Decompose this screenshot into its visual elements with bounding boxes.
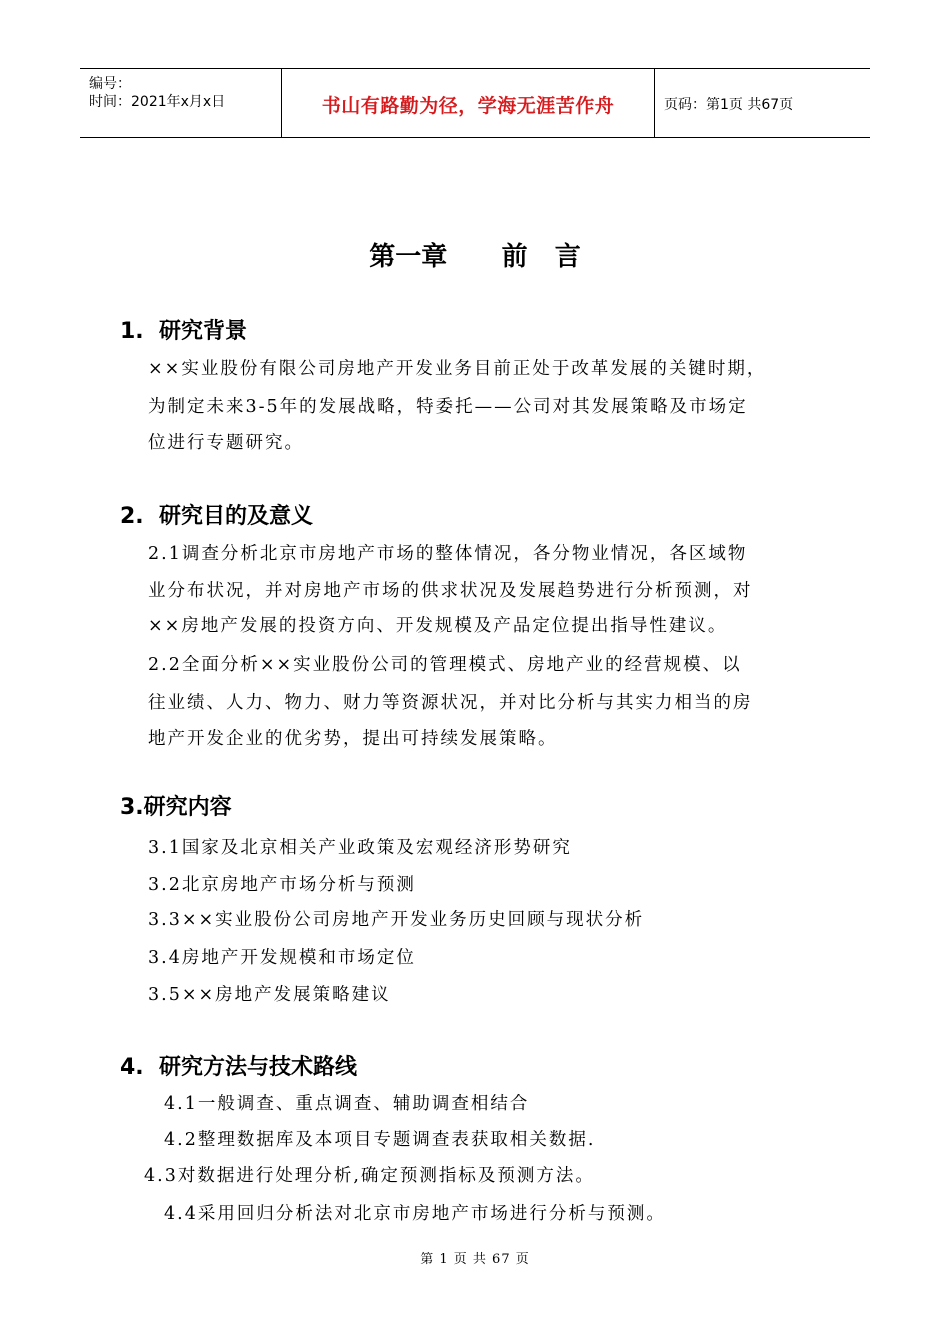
page-info: 页码：第1页 共67页	[664, 97, 794, 113]
list-item: 3.1国家及北京相关产业政策及宏观经济形势研究	[148, 838, 572, 858]
header-info-cell	[80, 69, 282, 137]
time-label: 时间：2021年x月x日	[89, 94, 226, 110]
section-heading: 1. 研究背景	[120, 319, 247, 344]
motto: 书山有路勤为径，学海无涯苦作舟	[321, 95, 615, 117]
list-item: 4.3对数据进行处理分析,确定预测指标及预测方法。	[144, 1166, 595, 1186]
page-header	[80, 68, 870, 138]
list-item: 4.1一般调查、重点调查、辅助调查相结合	[164, 1094, 530, 1114]
paragraph-line: 2.1调查分析北京市房地产市场的整体情况，各分物业情况，各区域物	[148, 544, 748, 564]
list-item: 3.3××实业股份公司房地产开发业务历史回顾与现状分析	[148, 910, 645, 930]
number-label: 编号：	[89, 76, 131, 92]
list-item: 3.2北京房地产市场分析与预测	[148, 875, 416, 895]
paragraph-line: ××房地产发展的投资方向、开发规模及产品定位提出指导性建议。	[148, 616, 728, 636]
paragraph-line: 为制定未来3-5年的发展战略，特委托——公司对其发展策略及市场定	[148, 397, 748, 417]
header-motto-cell	[282, 69, 655, 137]
list-item: 4.4采用回归分析法对北京市房地产市场进行分析与预测。	[164, 1204, 666, 1224]
list-item: 4.2整理数据库及本项目专题调查表获取相关数据.	[164, 1130, 596, 1150]
list-item: 3.4房地产开发规模和市场定位	[148, 948, 416, 968]
paragraph-line: ××实业股份有限公司房地产开发业务目前正处于改革发展的关键时期，	[148, 359, 767, 379]
section-heading: 2. 研究目的及意义	[120, 504, 313, 529]
paragraph-line: 地产开发企业的优劣势，提出可持续发展策略。	[148, 729, 558, 749]
list-item: 3.5××房地产发展策略建议	[148, 985, 391, 1005]
paragraph-line: 位进行专题研究。	[148, 433, 304, 453]
section-heading: 3.研究内容	[120, 795, 232, 820]
paragraph-line: 2.2全面分析××实业股份公司的管理模式、房地产业的经营规模、以	[148, 655, 742, 675]
header-page-cell	[655, 69, 870, 137]
section-heading: 4. 研究方法与技术路线	[120, 1055, 357, 1080]
paragraph-line: 业分布状况，并对房地产市场的供求状况及发展趋势进行分析预测，对	[148, 581, 753, 601]
page-footer: 第 1 页 共 67 页	[420, 1252, 530, 1267]
paragraph-line: 往业绩、人力、物力、财力等资源状况，并对比分析与其实力相当的房	[148, 693, 753, 713]
chapter-title: 第一章 前 言	[369, 242, 581, 272]
